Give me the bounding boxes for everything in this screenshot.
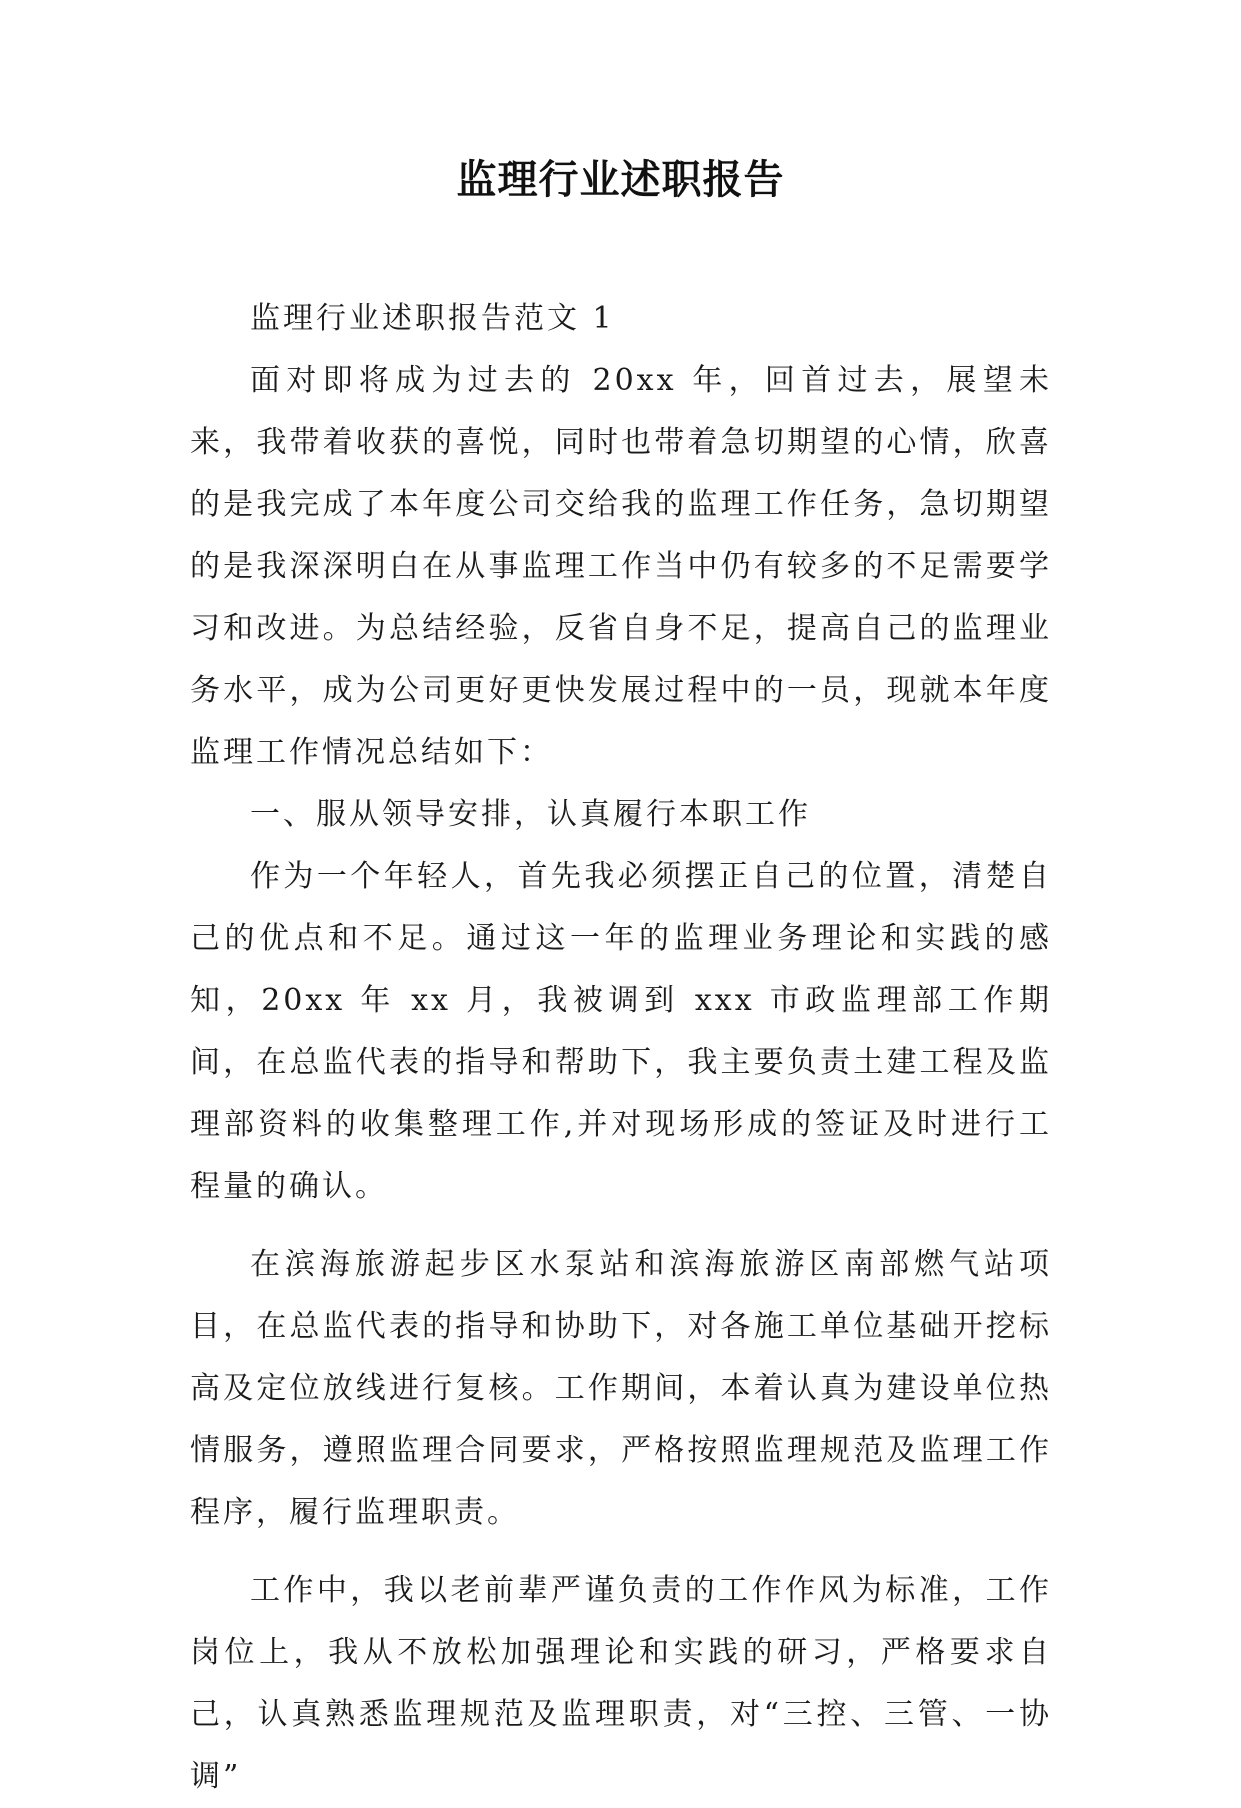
document-body: [190, 288, 1052, 1808]
section-heading: 监理行业述职报告范文 1: [250, 301, 615, 336]
body-paragraph: 工作中，我以老前辈严谨负责的工作作风为标准，工作岗位上，我从不放松加强理论和实践的研习，严格要求自己，认真熟悉监理规范及监理职责，对“三控、三管、一协调”: [190, 1573, 1052, 1794]
document-title: 监理行业述职报告: [456, 157, 785, 203]
body-paragraph: 面对即将成为过去的 20xx 年，回首过去，展望未来，我带着收获的喜悦，同时也带着急切期望的心情，欣喜的是我完成了本年度公司交给我的监理工作任务，急切期望的是我深深明白在从事监理工作当中仍有较多的不足需要学习和改进。为总结经验，反省自身不足，提高自己的监理业务水平，成为公司更好更快发展过程中的一员，现就本年度监理工作情况总结如下：: [190, 363, 1052, 770]
body-paragraph: 作为一个年轻人，首先我必须摆正自己的位置，清楚自己的优点和不足。通过这一年的监理业务理论和实践的感知，20xx 年 xx 月，我被调到 xxx 市政监理部工作期间，在总监代表的指导和帮助下，我主要负责土建工程及监理部资料的收集整理工作,并对现场形成的签证及时进行工程量的确认。: [190, 859, 1052, 1204]
section-heading: 一、服从领导安排，认真履行本职工作: [250, 797, 811, 832]
body-paragraph: 在滨海旅游起步区水泵站和滨海旅游区南部燃气站项目，在总监代表的指导和协助下，对各施工单位基础开挖标高及定位放线进行复核。工作期间，本着认真为建设单位热情服务，遵照监理合同要求，严格按照监理规范及监理工作程序，履行监理职责。: [190, 1247, 1052, 1530]
